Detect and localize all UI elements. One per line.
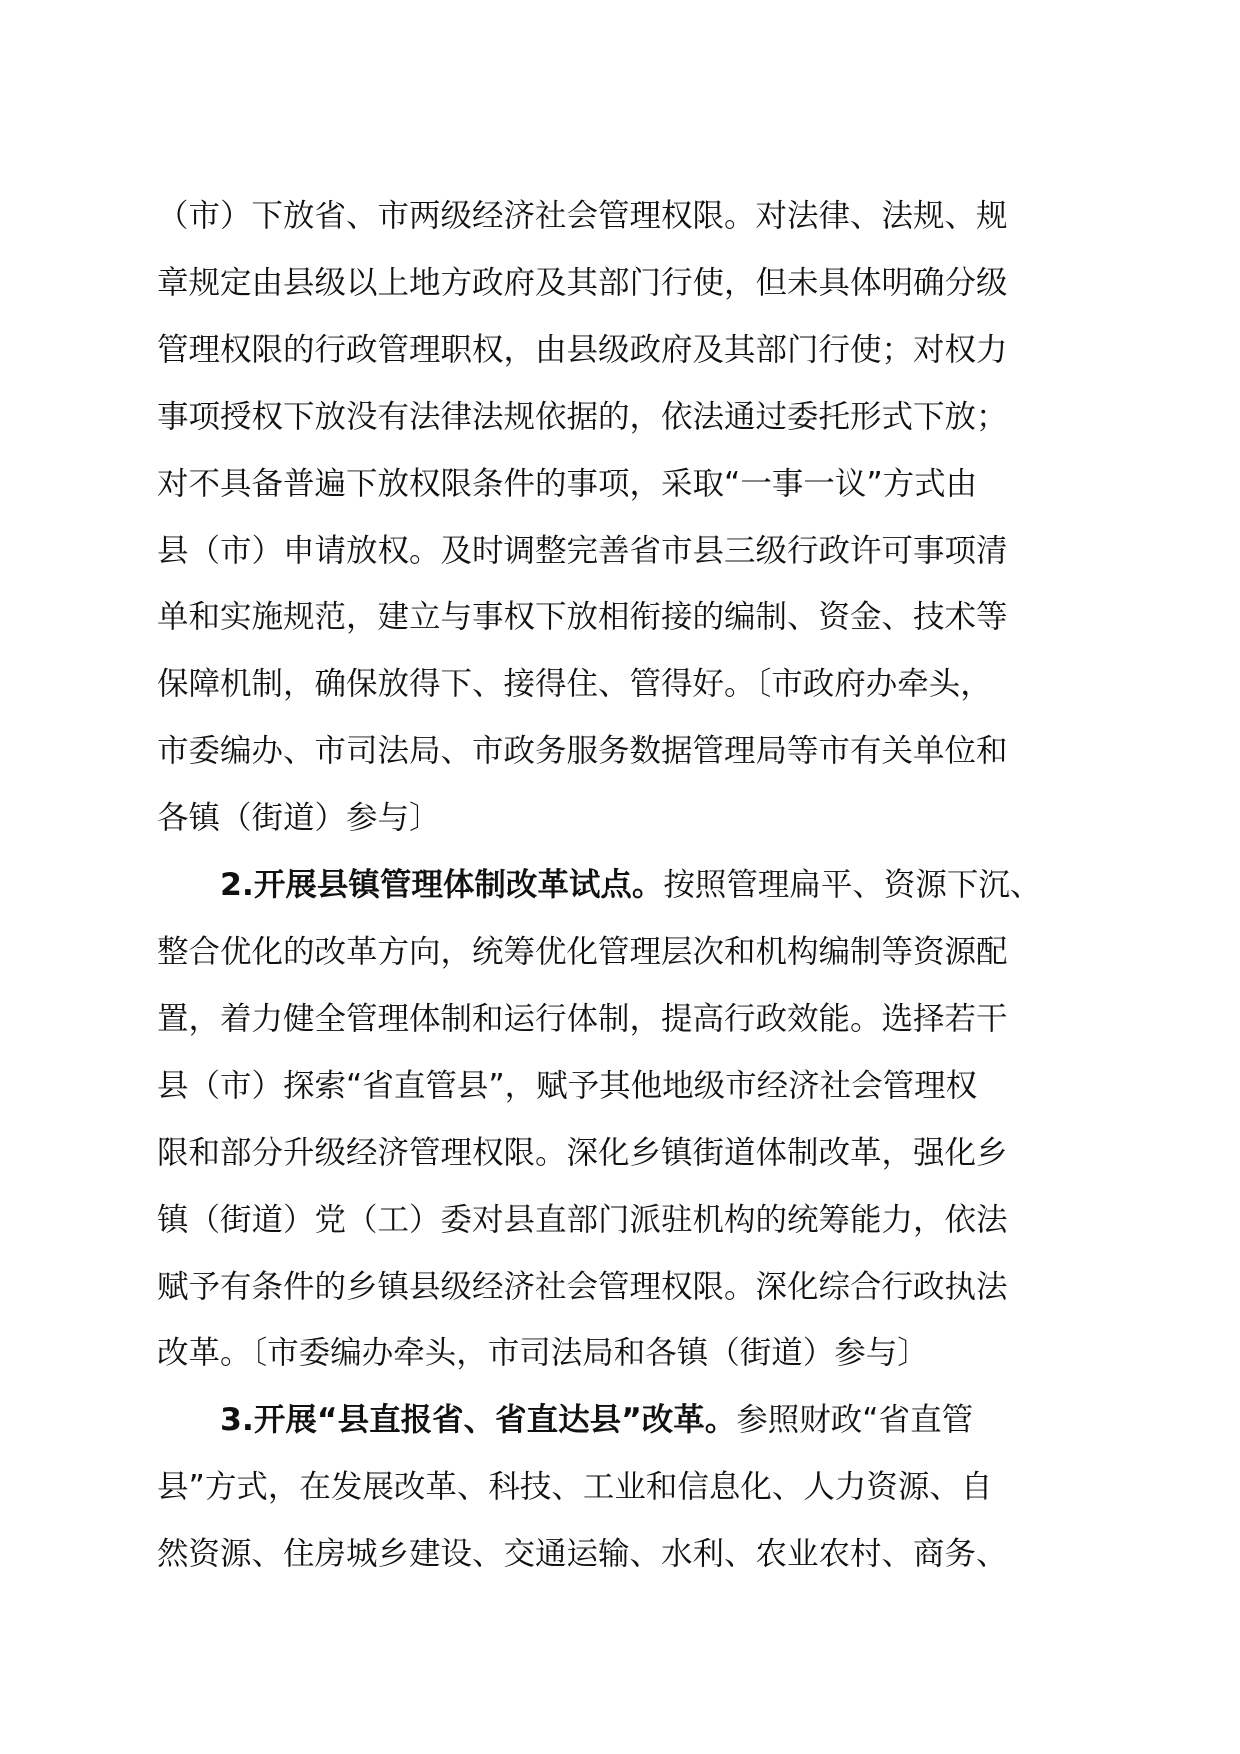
text-line: 事项授权下放没有法律法规依据的，依法通过委托形式下放； bbox=[157, 398, 1008, 435]
text-line: 章规定由县级以上地方政府及其部门行使，但未具体明确分级 bbox=[157, 264, 1008, 301]
paragraph-2 bbox=[157, 852, 1067, 1387]
text-line-first bbox=[157, 852, 1067, 919]
section-heading-2: 2.开展县镇管理体制改革试点。 bbox=[220, 867, 664, 904]
text-line: 各镇（街道）参与〕 bbox=[157, 800, 441, 837]
paragraph-3 bbox=[157, 1387, 1067, 1588]
text-line: 县”方式，在发展改革、科技、工业和信息化、人力资源、自 bbox=[157, 1469, 993, 1506]
text-line: 改革。〔市委编办牵头，市司法局和各镇（街道）参与〕 bbox=[157, 1335, 929, 1372]
heading-continuation: 按照管理扁平、资源下沉、 bbox=[663, 867, 1042, 904]
document-page bbox=[157, 183, 1067, 1588]
text-line: （市）下放省、市两级经济社会管理权限。对法律、法规、规 bbox=[157, 198, 1008, 234]
paragraph-1 bbox=[157, 183, 1067, 852]
text-line: 对不具备普遍下放权限条件的事项，采取“一事一议”方式由 bbox=[157, 465, 978, 502]
text-line: 县（市）探索“省直管县”，赋予其他地级市经济社会管理权 bbox=[157, 1067, 978, 1104]
text-line: 限和部分升级经济管理权限。深化乡镇街道体制改革，强化乡 bbox=[157, 1134, 1008, 1171]
text-line: 保障机制，确保放得下、接得住、管得好。〔市政府办牵头， bbox=[157, 666, 992, 703]
text-line: 市委编办、市司法局、市政务服务数据管理局等市有关单位和 bbox=[157, 733, 1008, 770]
text-line: 赋予有条件的乡镇县级经济社会管理权限。深化综合行政执法 bbox=[157, 1268, 1008, 1305]
text-line: 然资源、住房城乡建设、交通运输、水利、农业农村、商务、 bbox=[157, 1536, 1008, 1573]
text-line: 县（市）申请放权。及时调整完善省市县三级行政许可事项清 bbox=[157, 532, 1008, 569]
text-line: 单和实施规范，建立与事权下放相衔接的编制、资金、技术等 bbox=[157, 599, 1008, 636]
heading-continuation: 参照财政“省直管 bbox=[736, 1402, 974, 1439]
text-line: 镇（街道）党（工）委对县直部门派驻机构的统筹能力，依法 bbox=[157, 1201, 1008, 1238]
section-heading-3: 3.开展“县直报省、省直达县”改革。 bbox=[220, 1402, 737, 1439]
text-line-first bbox=[157, 1387, 1067, 1454]
text-line: 置，着力健全管理体制和运行体制，提高行政效能。选择若干 bbox=[157, 1000, 1008, 1037]
text-line: 管理权限的行政管理职权，由县级政府及其部门行使；对权力 bbox=[157, 331, 1008, 368]
text-line: 整合优化的改革方向，统筹优化管理层次和机构编制等资源配 bbox=[157, 933, 1008, 970]
